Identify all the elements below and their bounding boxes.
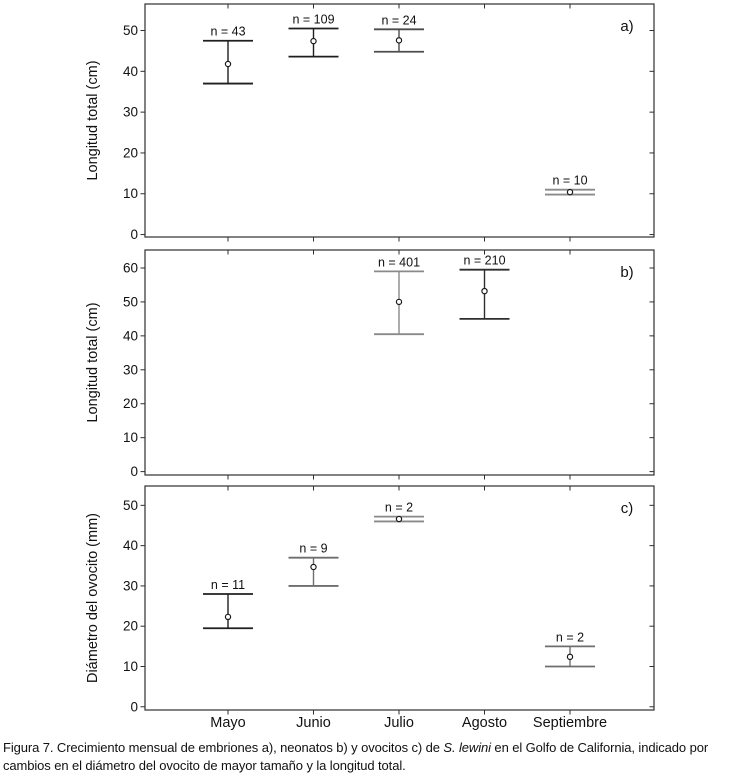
n-label-c-julio: n = 2 <box>384 500 414 515</box>
x-axis-label-agosto: Agosto <box>461 715 508 731</box>
caption-prefix: Figura 7. Crecimiento mensual de embriones a), neonatos b) y ovocitos c) de <box>3 740 444 755</box>
n-label-b-agosto: n = 210 <box>463 253 506 268</box>
panel-a-ytick-label: 50 <box>122 23 138 39</box>
mean-marker-a-mayo <box>225 61 230 66</box>
n-label-a-julio: n = 24 <box>381 13 417 28</box>
mean-marker-a-septiembre <box>567 190 572 195</box>
panel-a-ytick-label: 40 <box>122 63 138 79</box>
panel-c-ytick-label: 10 <box>122 658 138 674</box>
panel-b-ytick-label: 10 <box>122 430 138 446</box>
panel-b-ytick-label: 50 <box>122 294 138 310</box>
mean-marker-c-mayo <box>225 614 230 619</box>
panel-c-ytick-label: 50 <box>122 497 138 513</box>
panel-b-ytick-label: 40 <box>122 328 138 344</box>
panel-a-ytick-label: 0 <box>130 227 138 243</box>
mean-marker-c-junio <box>311 564 316 569</box>
panel-c-ytick-label: 20 <box>122 618 138 634</box>
x-axis-label-julio: Julio <box>384 715 414 731</box>
panel-a-ytick-label: 10 <box>122 186 138 202</box>
panel-a-ytick-label: 20 <box>122 145 138 161</box>
mean-marker-a-junio <box>311 39 316 44</box>
panel-b-ytick-label: 0 <box>130 464 138 480</box>
panel-b-ytick-label: 60 <box>122 260 138 276</box>
caption-suffix: en el Golfo de California, indicado por cambios en el diámetro del ovocito de mayor tamaño y la longitud total. <box>3 740 709 773</box>
panel-c-ytick-label: 0 <box>130 699 138 715</box>
panel-b-ytick-label: 30 <box>122 362 138 378</box>
n-label-c-junio: n = 9 <box>299 541 328 556</box>
panel-c-ytick-label: 40 <box>122 538 138 554</box>
panel-c-y-axis-title: Diámetro del ovocito (mm) <box>85 512 101 684</box>
mean-marker-b-julio <box>396 299 401 304</box>
n-label-a-septiembre: n = 10 <box>552 173 588 188</box>
x-axis-label-mayo: Mayo <box>210 715 246 731</box>
mean-marker-b-agosto <box>482 288 487 293</box>
n-label-a-junio: n = 109 <box>292 12 335 27</box>
panel-a-y-axis-title: Longitud total (cm) <box>85 60 101 181</box>
caption-species-name: S. lewini <box>443 740 491 755</box>
x-axis-label-junio: Junio <box>296 715 331 731</box>
panel-label-a: a) <box>620 18 634 35</box>
mean-marker-c-julio <box>396 516 401 521</box>
panel-a-ytick-label: 30 <box>122 104 138 120</box>
x-axis-label-septiembre: Septiembre <box>532 715 608 731</box>
panel-label-c: c) <box>620 500 634 517</box>
panel-b-y-axis-title: Longitud total (cm) <box>85 302 101 423</box>
n-label-c-mayo: n = 11 <box>210 577 246 592</box>
panel-label-b: b) <box>620 264 634 281</box>
panel-b-ytick-label: 20 <box>122 396 138 412</box>
figure-caption <box>3 739 743 775</box>
n-label-b-julio: n = 401 <box>377 255 421 270</box>
mean-marker-a-julio <box>396 38 401 43</box>
panel-c-ytick-label: 30 <box>122 578 138 594</box>
n-label-c-septiembre: n = 2 <box>555 630 585 645</box>
mean-marker-c-septiembre <box>567 654 572 659</box>
n-label-a-mayo: n = 43 <box>210 24 246 39</box>
